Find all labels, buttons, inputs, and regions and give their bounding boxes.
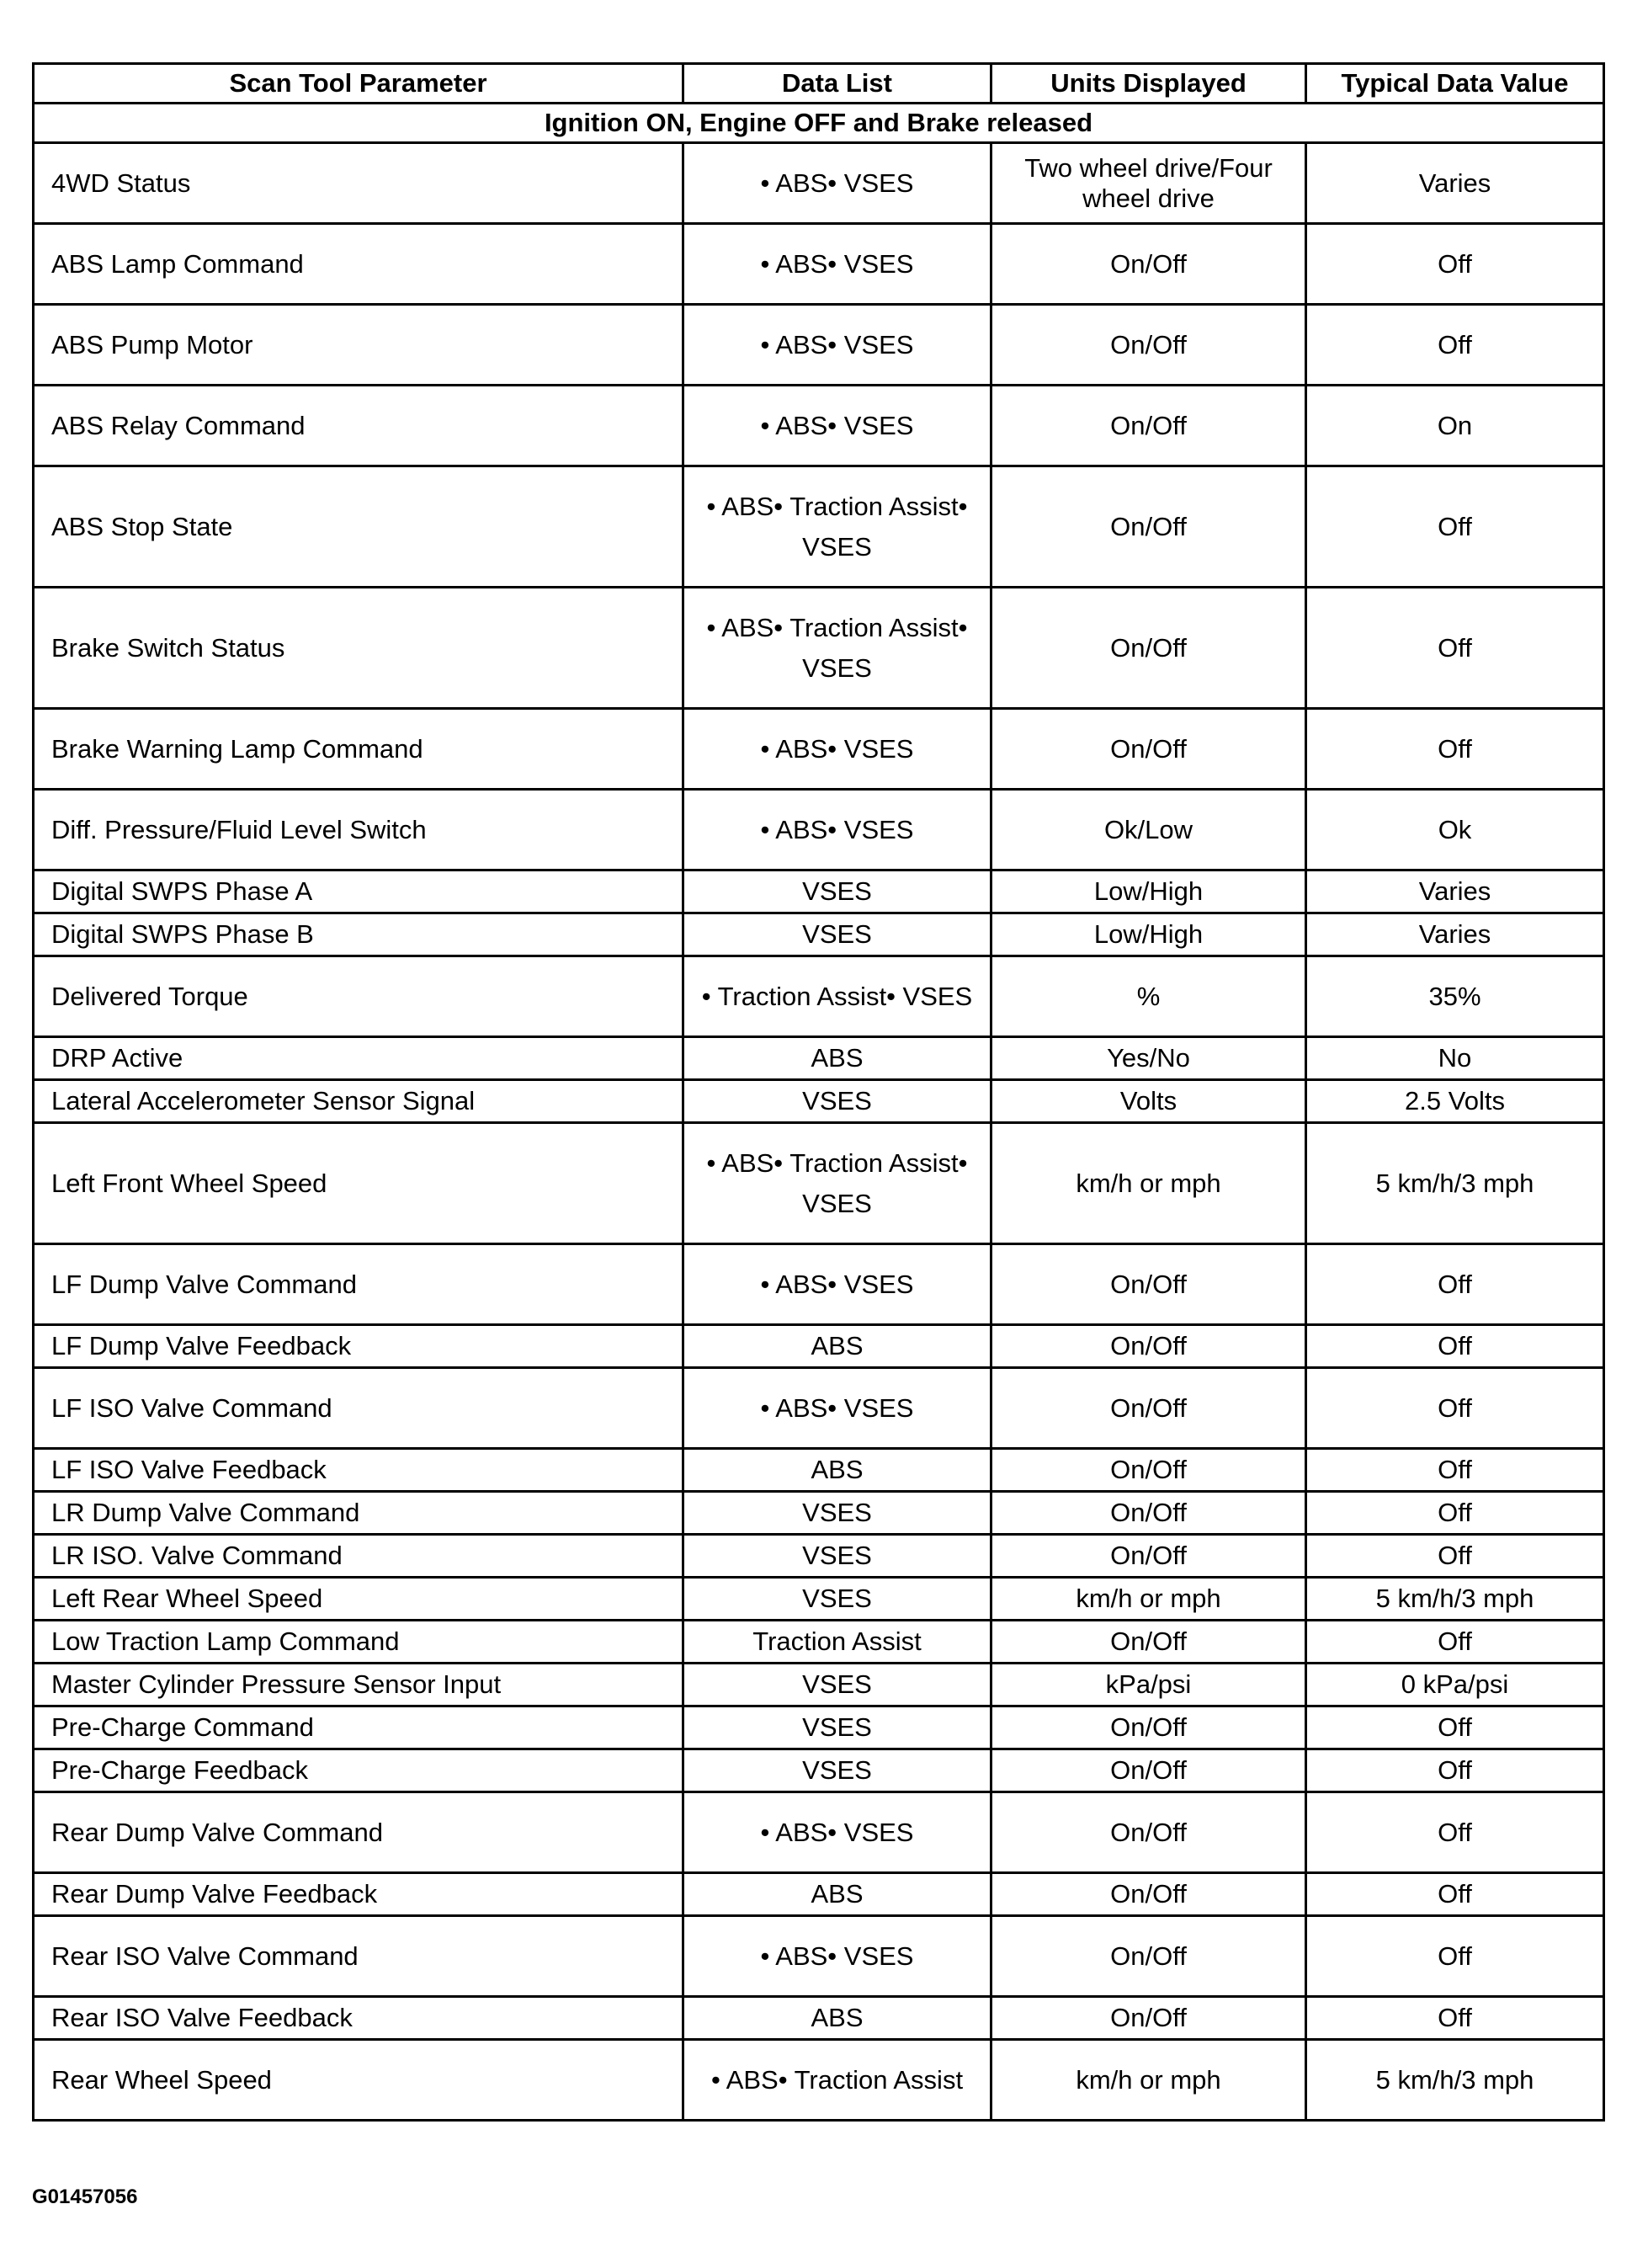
parameter-cell: Pre-Charge Feedback [34, 1749, 683, 1792]
bullet-icon: • [827, 733, 844, 764]
data-list-item-label: Traction Assist [794, 2064, 964, 2095]
table-row [34, 1325, 1604, 1368]
bullet-icon: • [760, 248, 776, 279]
units-cell: On/Off [991, 386, 1306, 466]
data-list-cell: VSES [683, 1535, 991, 1578]
typical-value-cell: Varies [1306, 143, 1604, 224]
table-row [34, 1535, 1604, 1578]
table-row [34, 1080, 1604, 1123]
data-list-item-label: VSES [802, 652, 872, 683]
data-list-item [827, 1818, 913, 1847]
parameter-cell: LF ISO Valve Command [34, 1368, 683, 1449]
parameter-cell: LR ISO. Valve Command [34, 1535, 683, 1578]
typical-value-cell: Off [1306, 305, 1604, 386]
typical-value-cell: Off [1306, 1492, 1604, 1535]
data-list-item [773, 492, 958, 521]
bullet-icon: • [760, 814, 776, 844]
typical-value-cell: Off [1306, 1244, 1604, 1325]
data-list-cell [683, 305, 991, 386]
table-row [34, 1492, 1604, 1535]
data-list-item [761, 1393, 828, 1423]
table-row [34, 466, 1604, 588]
data-list-item [827, 1941, 913, 1971]
table-row [34, 1749, 1604, 1792]
units-cell: On/Off [991, 1368, 1306, 1449]
table-row [34, 1706, 1604, 1749]
header-typical-value: Typical Data Value [1306, 64, 1604, 104]
table-row [34, 1997, 1604, 2040]
units-cell: km/h or mph [991, 2040, 1306, 2121]
typical-value-cell: 35% [1306, 956, 1604, 1037]
data-list-item [707, 492, 774, 521]
table-row [34, 1578, 1604, 1621]
units-cell: On/Off [991, 224, 1306, 305]
typical-value-cell: Ok [1306, 790, 1604, 870]
units-cell: Volts [991, 1080, 1306, 1123]
units-cell: On/Off [991, 1244, 1306, 1325]
typical-value-cell: Off [1306, 1449, 1604, 1492]
data-list-item [827, 734, 913, 764]
parameter-cell: Digital SWPS Phase B [34, 913, 683, 956]
data-list-item-label: VSES [802, 1188, 872, 1218]
data-list-item [773, 1148, 958, 1178]
data-list-item-label: ABS [721, 1147, 774, 1178]
bullet-icon: • [827, 1269, 844, 1299]
table-row [34, 1449, 1604, 1492]
units-cell: On/Off [991, 1706, 1306, 1749]
table-row [34, 1123, 1604, 1244]
data-list-item [761, 1818, 828, 1847]
data-list-item [827, 1393, 913, 1423]
typical-value-cell: Off [1306, 709, 1604, 790]
bullet-icon: • [760, 1941, 776, 1971]
data-list-cell [683, 956, 991, 1037]
units-cell: On/Off [991, 1916, 1306, 1997]
parameter-cell: LF Dump Valve Feedback [34, 1325, 683, 1368]
typical-value-cell: 5 km/h/3 mph [1306, 1578, 1604, 1621]
units-cell: On/Off [991, 466, 1306, 588]
parameter-cell: Delivered Torque [34, 956, 683, 1037]
data-list-item-label: VSES [843, 733, 914, 764]
bullet-icon: • [827, 1941, 844, 1971]
data-list-item-label: ABS [775, 1817, 828, 1847]
data-list-item-label: ABS [775, 410, 828, 440]
data-list-item-label: ABS [726, 2064, 779, 2095]
data-list-item-label: VSES [843, 168, 914, 198]
units-cell: On/Off [991, 1792, 1306, 1873]
bullet-icon: • [760, 1269, 776, 1299]
data-list-item [761, 1941, 828, 1971]
data-list-item-label: Traction Assist [789, 491, 959, 521]
data-list-cell: VSES [683, 1749, 991, 1792]
data-list-item-label: VSES [843, 814, 914, 844]
data-list-cell [683, 588, 991, 709]
table-row [34, 1037, 1604, 1080]
data-list-item-label: ABS [775, 1269, 828, 1299]
data-list-item-label: VSES [843, 410, 914, 440]
table-row [34, 956, 1604, 1037]
data-list-cell: VSES [683, 1664, 991, 1706]
data-list-item [773, 613, 958, 642]
table-row [34, 790, 1604, 870]
bullet-icon: • [773, 491, 790, 521]
parameter-cell: Left Front Wheel Speed [34, 1123, 683, 1244]
parameter-cell: ABS Stop State [34, 466, 683, 588]
parameter-cell: Left Rear Wheel Speed [34, 1578, 683, 1621]
typical-value-cell: 0 kPa/psi [1306, 1664, 1604, 1706]
data-list-cell: ABS [683, 1037, 991, 1080]
data-list-item-label: ABS [775, 329, 828, 359]
bullet-icon: • [706, 491, 722, 521]
parameter-cell: Rear Dump Valve Feedback [34, 1873, 683, 1916]
units-cell: On/Off [991, 305, 1306, 386]
table-body [34, 104, 1604, 2121]
units-cell: Ok/Low [991, 790, 1306, 870]
data-list-item [761, 1270, 828, 1299]
units-cell: On/Off [991, 1449, 1306, 1492]
data-list-item [761, 411, 828, 440]
parameter-cell: Diff. Pressure/Fluid Level Switch [34, 790, 683, 870]
data-list-cell [683, 386, 991, 466]
parameter-cell: Master Cylinder Pressure Sensor Input [34, 1664, 683, 1706]
typical-value-cell: 5 km/h/3 mph [1306, 2040, 1604, 2121]
units-cell: Two wheel drive/Four wheel drive [991, 143, 1306, 224]
typical-value-cell: Off [1306, 1621, 1604, 1664]
data-list-cell: VSES [683, 1080, 991, 1123]
parameter-cell: Rear Wheel Speed [34, 2040, 683, 2121]
data-list-cell: ABS [683, 1449, 991, 1492]
table-row [34, 1792, 1604, 1873]
units-cell: On/Off [991, 1997, 1306, 2040]
typical-value-cell: Off [1306, 1792, 1604, 1873]
typical-value-cell: Off [1306, 1997, 1604, 2040]
data-list-item-label: Traction Assist [789, 1147, 959, 1178]
typical-value-cell: 2.5 Volts [1306, 1080, 1604, 1123]
data-list-item [827, 330, 913, 359]
data-list-cell [683, 224, 991, 305]
table-row [34, 386, 1604, 466]
bullet-icon: • [760, 329, 776, 359]
table-row [34, 588, 1604, 709]
data-list-item [827, 249, 913, 279]
bullet-icon: • [710, 2064, 726, 2095]
parameter-cell: LF ISO Valve Feedback [34, 1449, 683, 1492]
data-list-cell [683, 1916, 991, 1997]
data-list-item [827, 815, 913, 844]
table-row [34, 1873, 1604, 1916]
bullet-icon: • [706, 1147, 722, 1178]
units-cell: On/Off [991, 588, 1306, 709]
typical-value-cell: Off [1306, 1368, 1604, 1449]
data-list-cell: Traction Assist [683, 1621, 991, 1664]
data-list-cell [683, 2040, 991, 2121]
typical-value-cell: No [1306, 1037, 1604, 1080]
data-list-item-label: ABS [775, 733, 828, 764]
table-row [34, 1621, 1604, 1664]
table-row [34, 1664, 1604, 1706]
bullet-icon: • [827, 168, 844, 198]
units-cell: On/Off [991, 1749, 1306, 1792]
bullet-icon: • [701, 981, 718, 1011]
parameter-cell: Pre-Charge Command [34, 1706, 683, 1749]
scan-tool-data-table [32, 62, 1605, 2122]
data-list-cell [683, 709, 991, 790]
data-list-cell: VSES [683, 1706, 991, 1749]
data-list-item-label: VSES [843, 1941, 914, 1971]
table-row [34, 143, 1604, 224]
table-row [34, 870, 1604, 913]
data-list-cell [683, 1244, 991, 1325]
units-cell: km/h or mph [991, 1578, 1306, 1621]
bullet-icon: • [778, 2064, 795, 2095]
units-cell: On/Off [991, 1873, 1306, 1916]
data-list-item [779, 2065, 963, 2095]
parameter-cell: 4WD Status [34, 143, 683, 224]
data-list-cell [683, 143, 991, 224]
data-list-cell [683, 1792, 991, 1873]
data-list-item-label: VSES [843, 1817, 914, 1847]
data-list-cell: ABS [683, 1997, 991, 2040]
data-list-item-label: VSES [843, 1269, 914, 1299]
parameter-cell: Brake Switch Status [34, 588, 683, 709]
table-row [34, 709, 1604, 790]
data-list-cell [683, 466, 991, 588]
units-cell: Yes/No [991, 1037, 1306, 1080]
parameter-cell: Rear Dump Valve Command [34, 1792, 683, 1873]
data-list-item [761, 249, 828, 279]
data-list-cell: ABS [683, 1325, 991, 1368]
parameter-cell: LF Dump Valve Command [34, 1244, 683, 1325]
parameter-cell: ABS Lamp Command [34, 224, 683, 305]
table-row [34, 2040, 1604, 2121]
bullet-icon: • [760, 1392, 776, 1423]
section-row [34, 104, 1604, 143]
bullet-icon: • [760, 1817, 776, 1847]
parameter-cell: Brake Warning Lamp Command [34, 709, 683, 790]
header-units: Units Displayed [991, 64, 1306, 104]
data-list-cell: VSES [683, 1492, 991, 1535]
typical-value-cell: Off [1306, 1535, 1604, 1578]
bullet-icon: • [706, 612, 722, 642]
header-parameter: Scan Tool Parameter [34, 64, 683, 104]
parameter-cell: Low Traction Lamp Command [34, 1621, 683, 1664]
data-list-cell: ABS [683, 1873, 991, 1916]
bullet-icon: • [827, 1392, 844, 1423]
table-row [34, 305, 1604, 386]
units-cell: % [991, 956, 1306, 1037]
data-list-item [707, 1148, 774, 1178]
units-cell: On/Off [991, 1621, 1306, 1664]
units-cell: km/h or mph [991, 1123, 1306, 1244]
parameter-cell: Rear ISO Valve Feedback [34, 1997, 683, 2040]
data-list-item-label: ABS [721, 612, 774, 642]
units-cell: On/Off [991, 709, 1306, 790]
bullet-icon: • [827, 329, 844, 359]
data-list-item-label: VSES [843, 1392, 914, 1423]
table-row [34, 1368, 1604, 1449]
data-list-cell [683, 1368, 991, 1449]
units-cell: On/Off [991, 1492, 1306, 1535]
data-list-item [827, 411, 913, 440]
units-cell: Low/High [991, 870, 1306, 913]
table-row [34, 1916, 1604, 1997]
data-list-cell [683, 1123, 991, 1244]
data-list-item [761, 734, 828, 764]
data-list-cell: VSES [683, 1578, 991, 1621]
data-list-item [827, 168, 913, 198]
data-list-item-label: ABS [775, 168, 828, 198]
table-row [34, 1244, 1604, 1325]
typical-value-cell: On [1306, 386, 1604, 466]
parameter-cell: Lateral Accelerometer Sensor Signal [34, 1080, 683, 1123]
table-row [34, 224, 1604, 305]
parameter-cell: Rear ISO Valve Command [34, 1916, 683, 1997]
data-list-item-label: ABS [775, 1941, 828, 1971]
data-list-item [702, 982, 886, 1011]
data-list-item-label: VSES [843, 329, 914, 359]
parameter-cell: DRP Active [34, 1037, 683, 1080]
data-list-item-label: VSES [843, 248, 914, 279]
typical-value-cell: Off [1306, 1706, 1604, 1749]
data-list-cell: VSES [683, 870, 991, 913]
units-cell: On/Off [991, 1535, 1306, 1578]
units-cell: Low/High [991, 913, 1306, 956]
typical-value-cell: Off [1306, 224, 1604, 305]
bullet-icon: • [958, 491, 968, 521]
data-list-item-label: VSES [802, 531, 872, 562]
data-list-item-label: ABS [775, 814, 828, 844]
typical-value-cell: 5 km/h/3 mph [1306, 1123, 1604, 1244]
parameter-cell: ABS Relay Command [34, 386, 683, 466]
data-list-item [707, 613, 774, 642]
data-list-item-label: ABS [775, 248, 828, 279]
figure-id: G01457056 [32, 2185, 138, 2208]
parameter-cell: Digital SWPS Phase A [34, 870, 683, 913]
data-list-cell: VSES [683, 913, 991, 956]
typical-value-cell: Off [1306, 1749, 1604, 1792]
data-list-item [761, 330, 828, 359]
bullet-icon: • [760, 168, 776, 198]
typical-value-cell: Varies [1306, 913, 1604, 956]
table-row [34, 913, 1604, 956]
data-list-item-label: VSES [902, 981, 973, 1011]
bullet-icon: • [760, 733, 776, 764]
typical-value-cell: Off [1306, 588, 1604, 709]
data-list-item [827, 1270, 913, 1299]
data-list-item-label: Traction Assist [789, 612, 959, 642]
data-list-item [886, 982, 972, 1011]
parameter-cell: LR Dump Valve Command [34, 1492, 683, 1535]
data-list-item-label: ABS [721, 491, 774, 521]
data-list-item [761, 168, 828, 198]
data-list-item [761, 815, 828, 844]
data-list-item-label: ABS [775, 1392, 828, 1423]
data-list-item-label: Traction Assist [717, 981, 887, 1011]
data-list-cell [683, 790, 991, 870]
typical-value-cell: Off [1306, 1873, 1604, 1916]
units-cell: kPa/psi [991, 1664, 1306, 1706]
typical-value-cell: Off [1306, 466, 1604, 588]
data-list-item [711, 2065, 779, 2095]
typical-value-cell: Varies [1306, 870, 1604, 913]
typical-value-cell: Off [1306, 1916, 1604, 1997]
section-title: Ignition ON, Engine OFF and Brake released [34, 104, 1604, 143]
bullet-icon: • [958, 1147, 968, 1178]
bullet-icon: • [827, 248, 844, 279]
bullet-icon: • [773, 1147, 790, 1178]
bullet-icon: • [886, 981, 903, 1011]
bullet-icon: • [827, 410, 844, 440]
bullet-icon: • [958, 612, 968, 642]
typical-value-cell: Off [1306, 1325, 1604, 1368]
parameter-cell: ABS Pump Motor [34, 305, 683, 386]
bullet-icon: • [827, 1817, 844, 1847]
bullet-icon: • [773, 612, 790, 642]
bullet-icon: • [760, 410, 776, 440]
bullet-icon: • [827, 814, 844, 844]
header-row [34, 64, 1604, 104]
units-cell: On/Off [991, 1325, 1306, 1368]
header-data-list: Data List [683, 64, 991, 104]
